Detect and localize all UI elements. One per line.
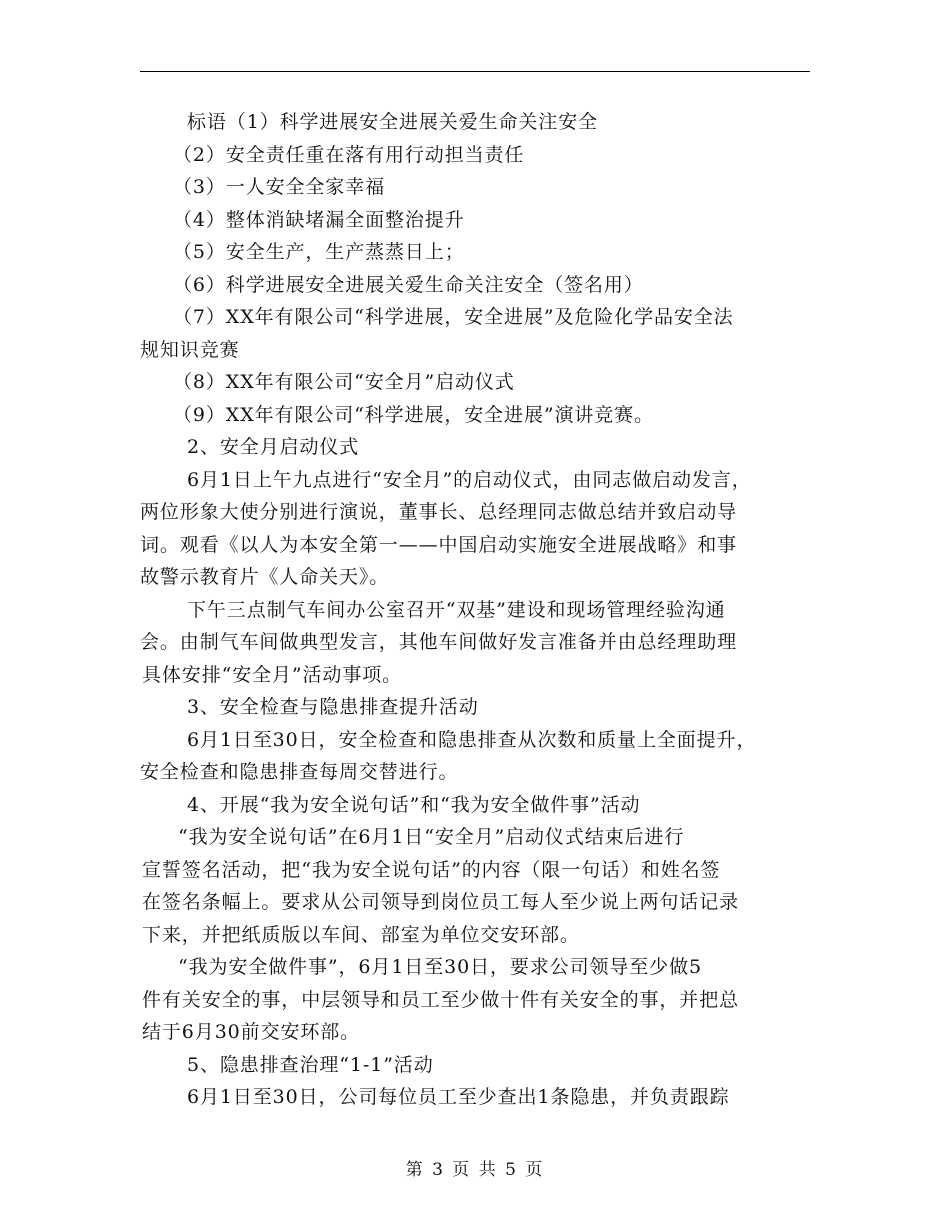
paragraph-line: （8）XX年有限公司“安全月”启动仪式 [173,371,515,393]
paragraph-line: 两位形象大使分别进行演说，董事长、总经理同志做总结并致启动导 [140,501,738,523]
paragraph-line: （7）XX年有限公司“科学进展，安全进展”及危险化学品安全法 [173,306,734,328]
section-heading: 2、安全月启动仪式 [187,436,360,458]
paragraph-line: 标语（1）科学进展安全进展关爱生命关注安全 [187,111,598,133]
paragraph-line: （5）安全生产，生产蒸蒸日上； [173,241,465,263]
paragraph-line: 词。观看《以人为本安全第一——中国启动实施安全进展战略》和事 [140,533,738,556]
paragraph-line: 具体安排“安全月”活动事项。 [142,663,403,686]
paragraph-line: 故警示教育片《人命关天》。 [140,566,390,588]
paragraph-line: （3）一人安全全家幸福 [173,176,385,198]
header-rule [140,71,810,72]
section-heading: 4、开展“我为安全说句话”和“我为安全做件事”活动 [187,793,641,816]
paragraph-line: 结于6月30前交安环部。 [142,1021,361,1043]
paragraph-line: 会。由制气车间做典型发言，其他车间做好发言准备并由总经理助理 [140,631,738,653]
paragraph-line: “我为安全说句话”在6月1日“安全月”启动仪式结束后进行 [178,826,685,848]
paragraph-line: 下来，并把纸质版以车间、部室为单位交安环部。 [142,923,580,946]
paragraph-line: （6）科学进展安全进展关爱生命关注安全（签名用） [173,273,644,296]
page-number: 第 3 页 共 5 页 [405,1160,545,1180]
paragraph-line: 规知识竞赛 [140,338,240,361]
section-heading: 5、隐患排查治理“1-1”活动 [187,1053,434,1076]
paragraph-line: 6月1日上午九点进行“安全月”的启动仪式，由同志做启动发言， [187,468,752,491]
paragraph-line: 件有关安全的事，中层领导和员工至少做十件有关安全的事，并把总 [142,988,740,1011]
paragraph-line: （4）整体消缺堵漏全面整治提升 [173,208,465,231]
paragraph-line: 下午三点制气车间办公室召开“双基”建设和现场管理经验沟通 [187,598,726,621]
paragraph-line: 安全检查和隐患排查每周交替进行。 [140,761,459,783]
paragraph-line: （9）XX年有限公司“科学进展，安全进展”演讲竞赛。 [173,403,654,426]
paragraph-line: 宣誓签名活动，把“我为安全说句话”的内容（限一句话）和姓名签 [142,858,721,881]
paragraph-line: 6月1日至30日，公司每位员工至少查出1条隐患，并负责跟踪 [187,1086,730,1108]
section-heading: 3、安全检查与隐患排查提升活动 [187,696,479,718]
paragraph-line: 6月1日至30日，安全检查和隐患排查从次数和质量上全面提升， [187,728,757,751]
paragraph-line: “我为安全做件事”，6月1日至30日，要求公司领导至少做5 [178,956,702,978]
document-body [140,106,810,1114]
paragraph-line: 在签名条幅上。要求从公司领导到岗位员工每人至少说上两句话记录 [142,891,740,913]
paragraph-line: （2）安全责任重在落有用行动担当责任 [173,143,525,166]
